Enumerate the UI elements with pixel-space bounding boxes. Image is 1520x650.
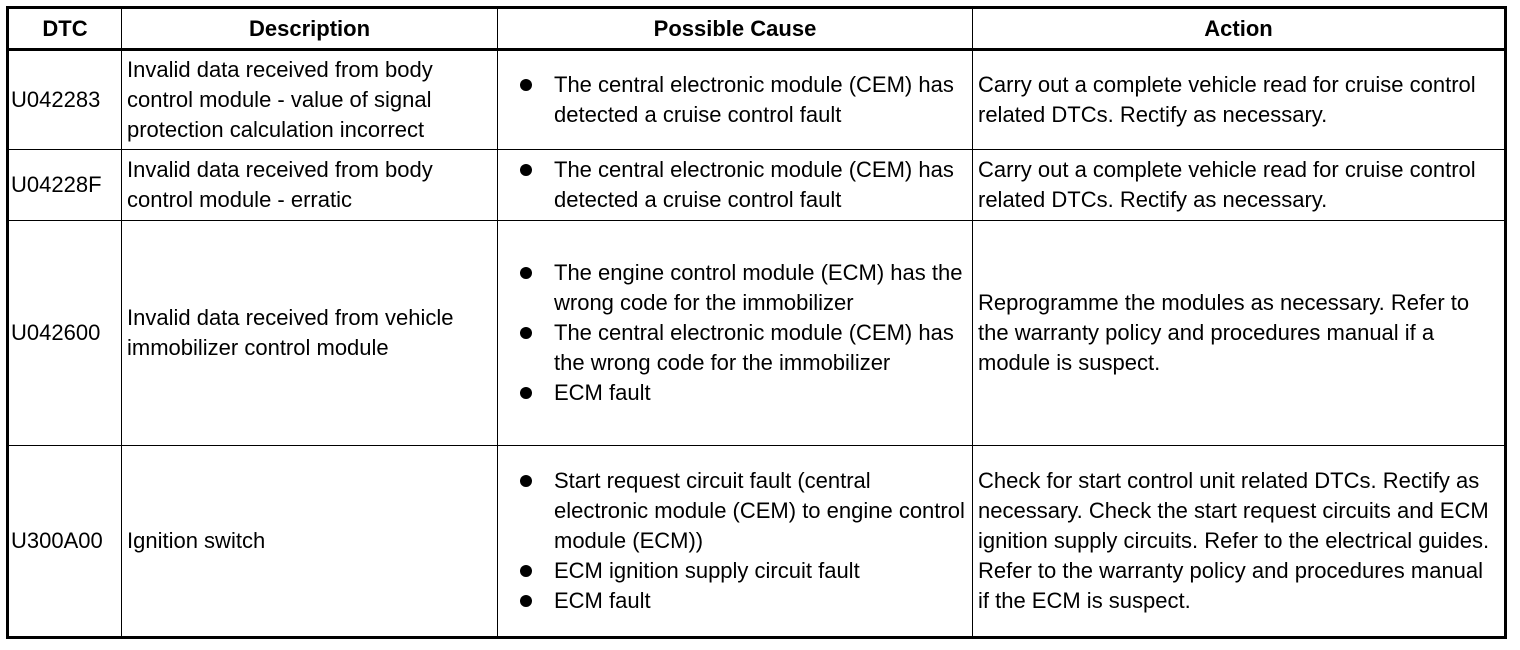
bullet-icon xyxy=(520,565,532,577)
bullet-icon xyxy=(520,387,532,399)
cause-text: ECM fault xyxy=(554,588,651,613)
cause-cell xyxy=(498,50,973,150)
cause-text: The central electronic module (CEM) has detected a cruise control fault xyxy=(554,157,954,212)
cause-cell xyxy=(498,221,973,446)
description-cell: Invalid data received from vehicle immobilizer control module xyxy=(122,221,498,446)
header-description: Description xyxy=(122,8,498,50)
cause-item xyxy=(520,378,966,408)
dtc-code: U04228F xyxy=(8,150,122,221)
cause-list xyxy=(520,466,966,616)
table-row xyxy=(8,221,1506,446)
cause-item xyxy=(520,466,966,556)
header-possible-cause: Possible Cause xyxy=(498,8,973,50)
action-cell: Reprogramme the modules as necessary. Refer to the warranty policy and procedures manual if a module is suspect. xyxy=(973,221,1506,446)
table-row xyxy=(8,50,1506,150)
cause-text: The engine control module (ECM) has the wrong code for the immobilizer xyxy=(554,260,963,315)
cause-cell xyxy=(498,446,973,638)
cause-text: Start request circuit fault (central electronic module (CEM) to engine control module (ECM)) xyxy=(554,468,965,553)
bullet-icon xyxy=(520,475,532,487)
table-row xyxy=(8,150,1506,221)
cause-item xyxy=(520,70,966,130)
cause-list xyxy=(520,258,966,408)
bullet-icon xyxy=(520,79,532,91)
description-cell: Invalid data received from body control module - value of signal protection calculation incorrect xyxy=(122,50,498,150)
dtc-table xyxy=(6,6,1507,639)
header-row xyxy=(8,8,1506,50)
table-row xyxy=(8,446,1506,638)
cause-list xyxy=(520,155,966,215)
action-cell: Carry out a complete vehicle read for cruise control related DTCs. Rectify as necessary. xyxy=(973,50,1506,150)
dtc-code: U042283 xyxy=(8,50,122,150)
action-cell: Check for start control unit related DTCs. Rectify as necessary. Check the start request circuits and ECM ignition supply circuits. Refer to the electrical guides. Refer to the warranty policy and procedures manual if the ECM is suspect. xyxy=(973,446,1506,638)
table-body xyxy=(8,50,1506,638)
table-header xyxy=(8,8,1506,50)
cause-item xyxy=(520,258,966,318)
bullet-icon xyxy=(520,327,532,339)
cause-list xyxy=(520,70,966,130)
bullet-icon xyxy=(520,267,532,279)
bullet-icon xyxy=(520,164,532,176)
cause-text: The central electronic module (CEM) has the wrong code for the immobilizer xyxy=(554,320,954,375)
dtc-code: U300A00 xyxy=(8,446,122,638)
header-action: Action xyxy=(973,8,1506,50)
cause-item xyxy=(520,318,966,378)
cause-item xyxy=(520,155,966,215)
cause-cell xyxy=(498,150,973,221)
cause-text: ECM fault xyxy=(554,380,651,405)
cause-text: The central electronic module (CEM) has detected a cruise control fault xyxy=(554,72,954,127)
header-dtc: DTC xyxy=(8,8,122,50)
description-cell: Ignition switch xyxy=(122,446,498,638)
dtc-code: U042600 xyxy=(8,221,122,446)
cause-text: ECM ignition supply circuit fault xyxy=(554,558,860,583)
description-cell: Invalid data received from body control module - erratic xyxy=(122,150,498,221)
cause-item xyxy=(520,556,966,586)
bullet-icon xyxy=(520,595,532,607)
cause-item xyxy=(520,586,966,616)
action-cell: Carry out a complete vehicle read for cruise control related DTCs. Rectify as necessary. xyxy=(973,150,1506,221)
